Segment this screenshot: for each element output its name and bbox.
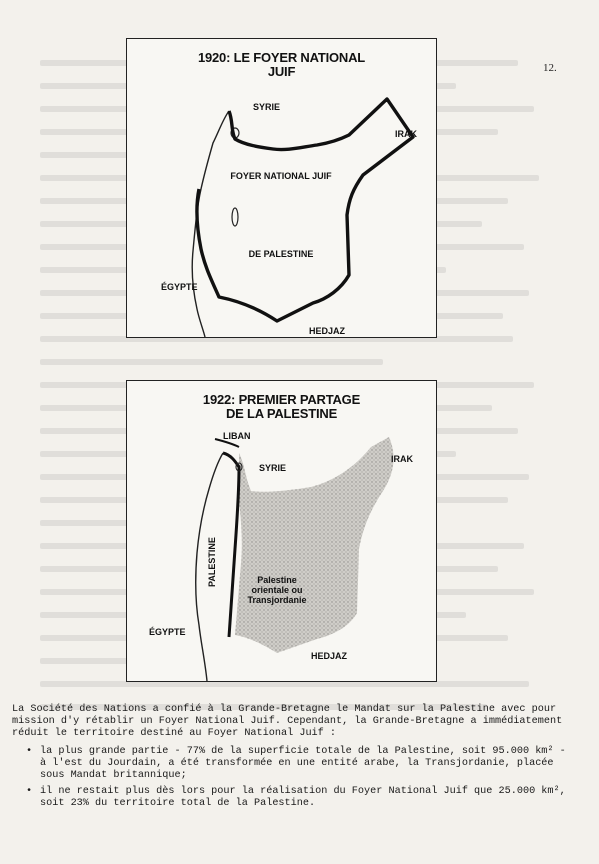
map-1920-title-line2: JUIF [267, 64, 296, 79]
label-egypte-1922: ÉGYPTE [149, 627, 186, 637]
dead-sea-1920 [232, 208, 238, 226]
bullet-icon: • [26, 786, 33, 797]
label-transjordanie-line1: Palestine [257, 575, 297, 585]
caption-bullet-item [26, 746, 572, 782]
caption-bullet-text: il ne restait plus dès lors pour la réalisation du Foyer National Juif que 25.000 km², soit 23% du territoire total de la Palestine. [40, 786, 566, 809]
map-1922-title-line1: 1922: PREMIER PARTAGE [202, 392, 361, 407]
label-irak-1922: IRAK [391, 454, 413, 464]
map-1922-title-line2: DE LA PALESTINE [225, 406, 338, 421]
label-de-palestine-1920: DE PALESTINE [248, 249, 314, 259]
label-hedjaz-1920: HEDJAZ [309, 326, 346, 336]
map-1920-foyer-national [126, 38, 437, 338]
label-egypte-1920: ÉGYPTE [161, 282, 198, 292]
label-syrie-1922: SYRIE [259, 463, 287, 473]
palestine-west-border [223, 453, 239, 637]
label-hedjaz-1922: HEDJAZ [311, 651, 348, 661]
label-syrie-1920: SYRIE [253, 102, 281, 112]
caption-bullet-list [12, 746, 572, 810]
label-transjordanie-1922 [237, 575, 317, 605]
caption-bullet-text: la plus grande partie - 77% de la superficie totale de la Palestine, soit 95.000 km² - à l'est du Jourdain, a été transformée en une entité arabe, la Transjordanie, placée sous Mandat britannique; [40, 746, 566, 781]
label-foyer-national-juif-1920: FOYER NATIONAL JUIF [230, 171, 332, 181]
foyer-national-border [197, 99, 413, 321]
map-1920-title-line1: 1920: LE FOYER NATIONAL [197, 50, 366, 65]
bullet-icon: • [26, 746, 33, 757]
caption-bullet-item [26, 786, 572, 810]
label-liban-1922: LIBAN [223, 431, 251, 441]
map-1920-drawing [127, 39, 436, 337]
label-irak-1920: IRAK [395, 129, 417, 139]
caption-paragraph: La Société des Nations a confié à la Grande-Bretagne le Mandat sur la Palestine avec pour mission d'y rétablir un Foyer National Juif. Cependant, la Grande-Bretagne a immédiatement réduit le territoire destiné au Foyer National Juif : [12, 704, 563, 739]
page-number: 12. [543, 62, 557, 74]
label-palestine-1922: PALESTINE [207, 537, 217, 587]
map-1922-premier-partage [126, 380, 437, 682]
label-transjordanie-line3: Transjordanie [247, 595, 307, 605]
caption-text [12, 704, 572, 814]
label-transjordanie-line2: orientale ou [251, 585, 303, 595]
